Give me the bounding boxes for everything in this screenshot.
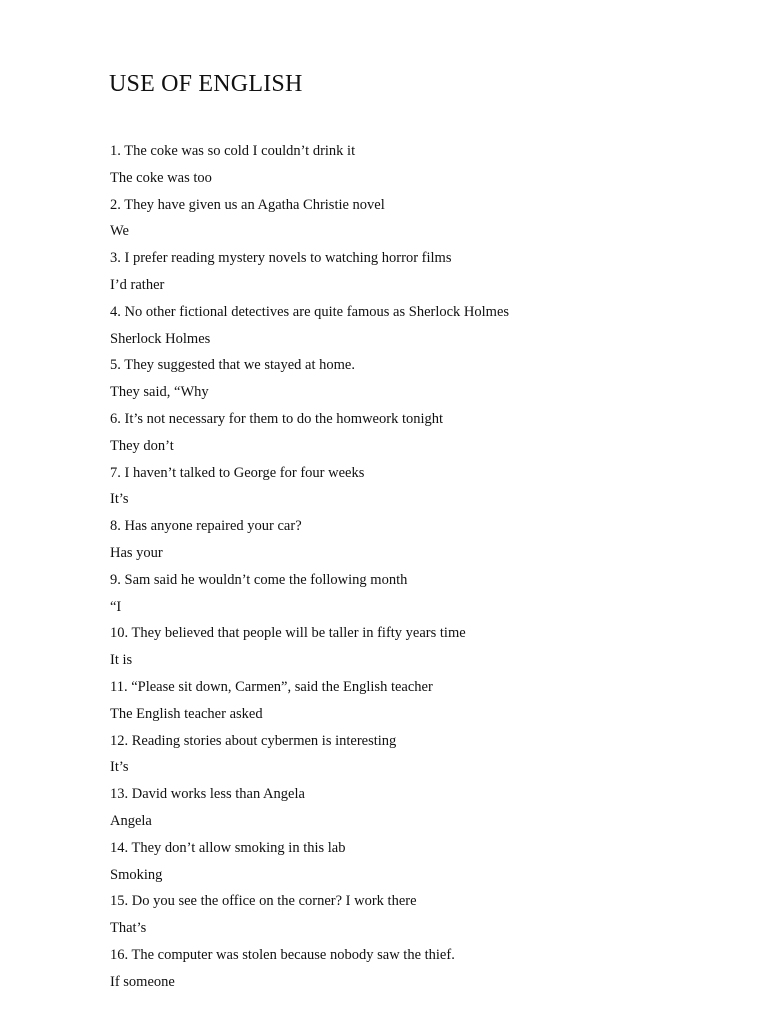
exercise-sentence: 14. They don’t allow smoking in this lab (110, 839, 346, 856)
exercise-item-11 (110, 674, 509, 728)
exercise-sentence: 5. They suggested that we stayed at home. (110, 357, 355, 374)
exercise-sentence: 9. Sam said he wouldn’t come the following month (110, 571, 408, 588)
exercise-item-2 (110, 192, 509, 246)
exercise-sentence: 8. Has anyone repaired your car? (110, 518, 302, 535)
exercise-prompt: They said, “Why (110, 384, 209, 401)
exercise-prompt: It is (110, 652, 133, 669)
exercise-prompt: They don’t (110, 437, 174, 454)
exercise-item-10 (110, 620, 509, 674)
exercise-prompt: The English teacher asked (110, 705, 263, 722)
exercise-item-3 (110, 245, 509, 299)
exercise-item-5 (110, 352, 509, 406)
exercise-sentence: 15. Do you see the office on the corner? I work there (110, 893, 417, 910)
exercise-sentence: 10. They believed that people will be taller in fifty years time (110, 625, 466, 642)
exercise-sentence: 3. I prefer reading mystery novels to watching horror films (110, 250, 452, 267)
exercise-item-16 (110, 942, 509, 996)
exercise-item-9 (110, 567, 509, 621)
exercise-item-14 (110, 835, 509, 889)
exercise-prompt: That’s (110, 920, 147, 937)
exercise-prompt: It’s (110, 759, 129, 776)
exercise-sentence: 7. I haven’t talked to George for four weeks (110, 464, 365, 481)
exercise-item-1 (110, 138, 509, 192)
exercise-item-4 (110, 299, 509, 353)
document-title: USE OF ENGLISH (109, 71, 303, 97)
exercise-sentence: 11. “Please sit down, Carmen”, said the English teacher (110, 678, 433, 695)
exercise-item-15 (110, 888, 509, 942)
exercise-item-6 (110, 406, 509, 460)
exercise-sentence: 13. David works less than Angela (110, 786, 305, 803)
exercise-prompt: I’d rather (110, 276, 165, 293)
exercise-prompt: The coke was too (110, 169, 212, 186)
exercise-item-7 (110, 460, 509, 514)
exercise-item-13 (110, 781, 509, 835)
exercise-prompt: It’s (110, 491, 129, 508)
exercise-sentence: 16. The computer was stolen because nobody saw the thief. (110, 946, 455, 963)
exercise-sentence: 6. It’s not necessary for them to do the homweork tonight (110, 410, 444, 427)
exercise-prompt: Angela (110, 812, 152, 829)
exercise-list (110, 138, 509, 996)
exercise-prompt: If someone (110, 973, 175, 990)
exercise-prompt: “I (110, 598, 122, 615)
exercise-prompt: Has your (110, 544, 163, 561)
exercise-sentence: 1. The coke was so cold I couldn’t drink it (110, 143, 356, 159)
exercise-item-12 (110, 728, 509, 782)
exercise-sentence: 12. Reading stories about cybermen is interesting (110, 732, 397, 749)
exercise-prompt: Sherlock Holmes (110, 330, 211, 347)
exercise-sentence: 2. They have given us an Agatha Christie novel (110, 196, 385, 213)
exercise-prompt: We (110, 223, 129, 240)
exercise-prompt: Smoking (110, 866, 163, 883)
exercise-sentence: 4. No other fictional detectives are quite famous as Sherlock Holmes (110, 303, 510, 320)
exercise-item-8 (110, 513, 509, 567)
